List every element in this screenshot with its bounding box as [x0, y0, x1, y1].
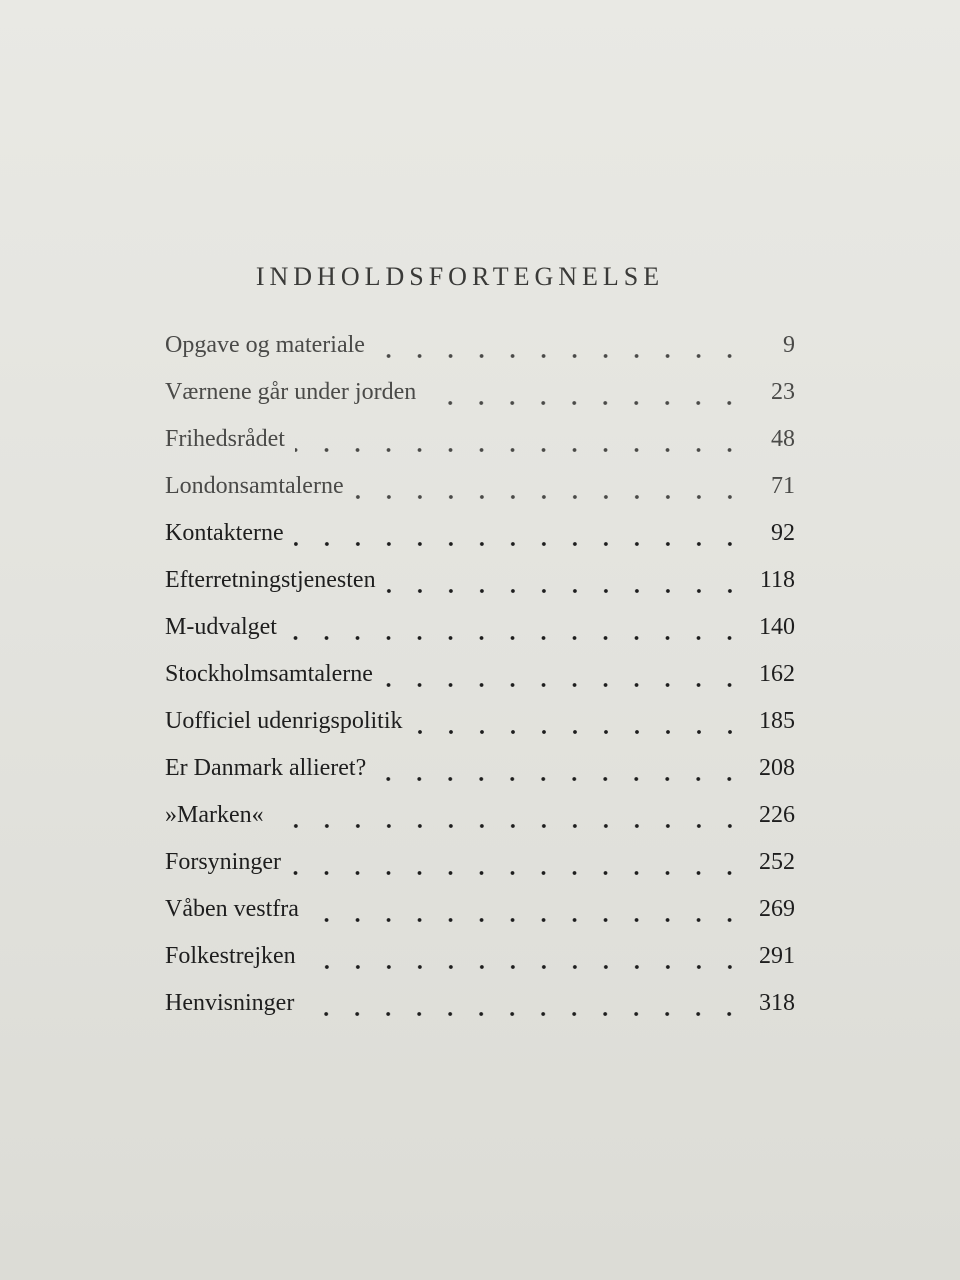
toc-entry-page-number: 208: [759, 755, 795, 781]
toc-entry-page-number: 71: [771, 473, 795, 499]
toc-entry-page-number: 226: [759, 802, 795, 828]
toc-entry: [165, 510, 795, 557]
toc-entry-label: Er Danmark allieret?: [165, 755, 367, 781]
toc-entry-page-number: 318: [759, 990, 795, 1016]
toc-entry: [165, 322, 795, 369]
dot-leader: [306, 946, 745, 970]
toc-entry-label: Opgave og materiale: [165, 332, 365, 358]
toc-entry-label: Værnene går under jorden: [165, 379, 417, 405]
toc-entry: [165, 557, 795, 604]
toc-entry-label: Efterretningstjenesten: [165, 567, 376, 593]
toc-entry: [165, 886, 795, 933]
toc-entry: [165, 933, 795, 980]
dot-leader: [295, 429, 745, 453]
toc-entry-label: Henvisninger: [165, 990, 295, 1016]
toc-entry-label: Folkestrejken: [165, 943, 296, 969]
toc-entry-page-number: 140: [759, 614, 795, 640]
toc-entry-label: M-udvalget: [165, 614, 277, 640]
dot-leader: [386, 570, 745, 594]
toc-entry: [165, 651, 795, 698]
toc-entry: [165, 792, 795, 839]
toc-entry-label: Kontakterne: [165, 520, 284, 546]
toc-list: [165, 322, 795, 1027]
toc-entry-page-number: 48: [771, 426, 795, 452]
toc-entry: [165, 463, 795, 510]
toc-entry-page-number: 269: [759, 896, 795, 922]
toc-entry-page-number: 162: [759, 661, 795, 687]
dot-leader: [413, 711, 745, 735]
dot-leader: [383, 664, 745, 688]
toc-entry: [165, 839, 795, 886]
dot-leader: [426, 382, 745, 406]
toc-entry-page-number: 23: [771, 379, 795, 405]
dot-leader: [309, 899, 745, 923]
dot-leader: [274, 805, 745, 829]
toc-entry-label: Våben vestfra: [165, 896, 299, 922]
toc-entry: [165, 369, 795, 416]
toc-entry: [165, 980, 795, 1027]
toc-entry: [165, 416, 795, 463]
dot-leader: [291, 852, 745, 876]
toc-entry-label: Frihedsrådet: [165, 426, 285, 452]
toc-entry-page-number: 92: [771, 520, 795, 546]
dot-leader: [287, 617, 745, 641]
toc-title: INDHOLDSFORTEGNELSE: [255, 262, 665, 291]
toc-entry-page-number: 118: [759, 567, 795, 593]
toc-entry: [165, 604, 795, 651]
toc-entry-page-number: 185: [759, 708, 795, 734]
dot-leader: [304, 993, 745, 1017]
toc-entry-page-number: 252: [759, 849, 795, 875]
toc-entry-label: Uofficiel udenrigspolitik: [165, 708, 403, 734]
toc-entry: [165, 745, 795, 792]
toc-entry-label: Forsyninger: [165, 849, 281, 875]
toc-entry-page-number: 291: [759, 943, 795, 969]
toc-entry-label: Stockholmsamtalerne: [165, 661, 373, 687]
toc-entry: [165, 698, 795, 745]
toc-entry-page-number: 9: [783, 332, 795, 358]
dot-leader: [294, 523, 745, 547]
dot-leader: [375, 335, 745, 359]
toc-entry-label: »Marken«: [165, 802, 264, 828]
toc-entry-label: Londonsamtalerne: [165, 473, 344, 499]
dot-leader: [354, 476, 745, 500]
dot-leader: [376, 758, 745, 782]
